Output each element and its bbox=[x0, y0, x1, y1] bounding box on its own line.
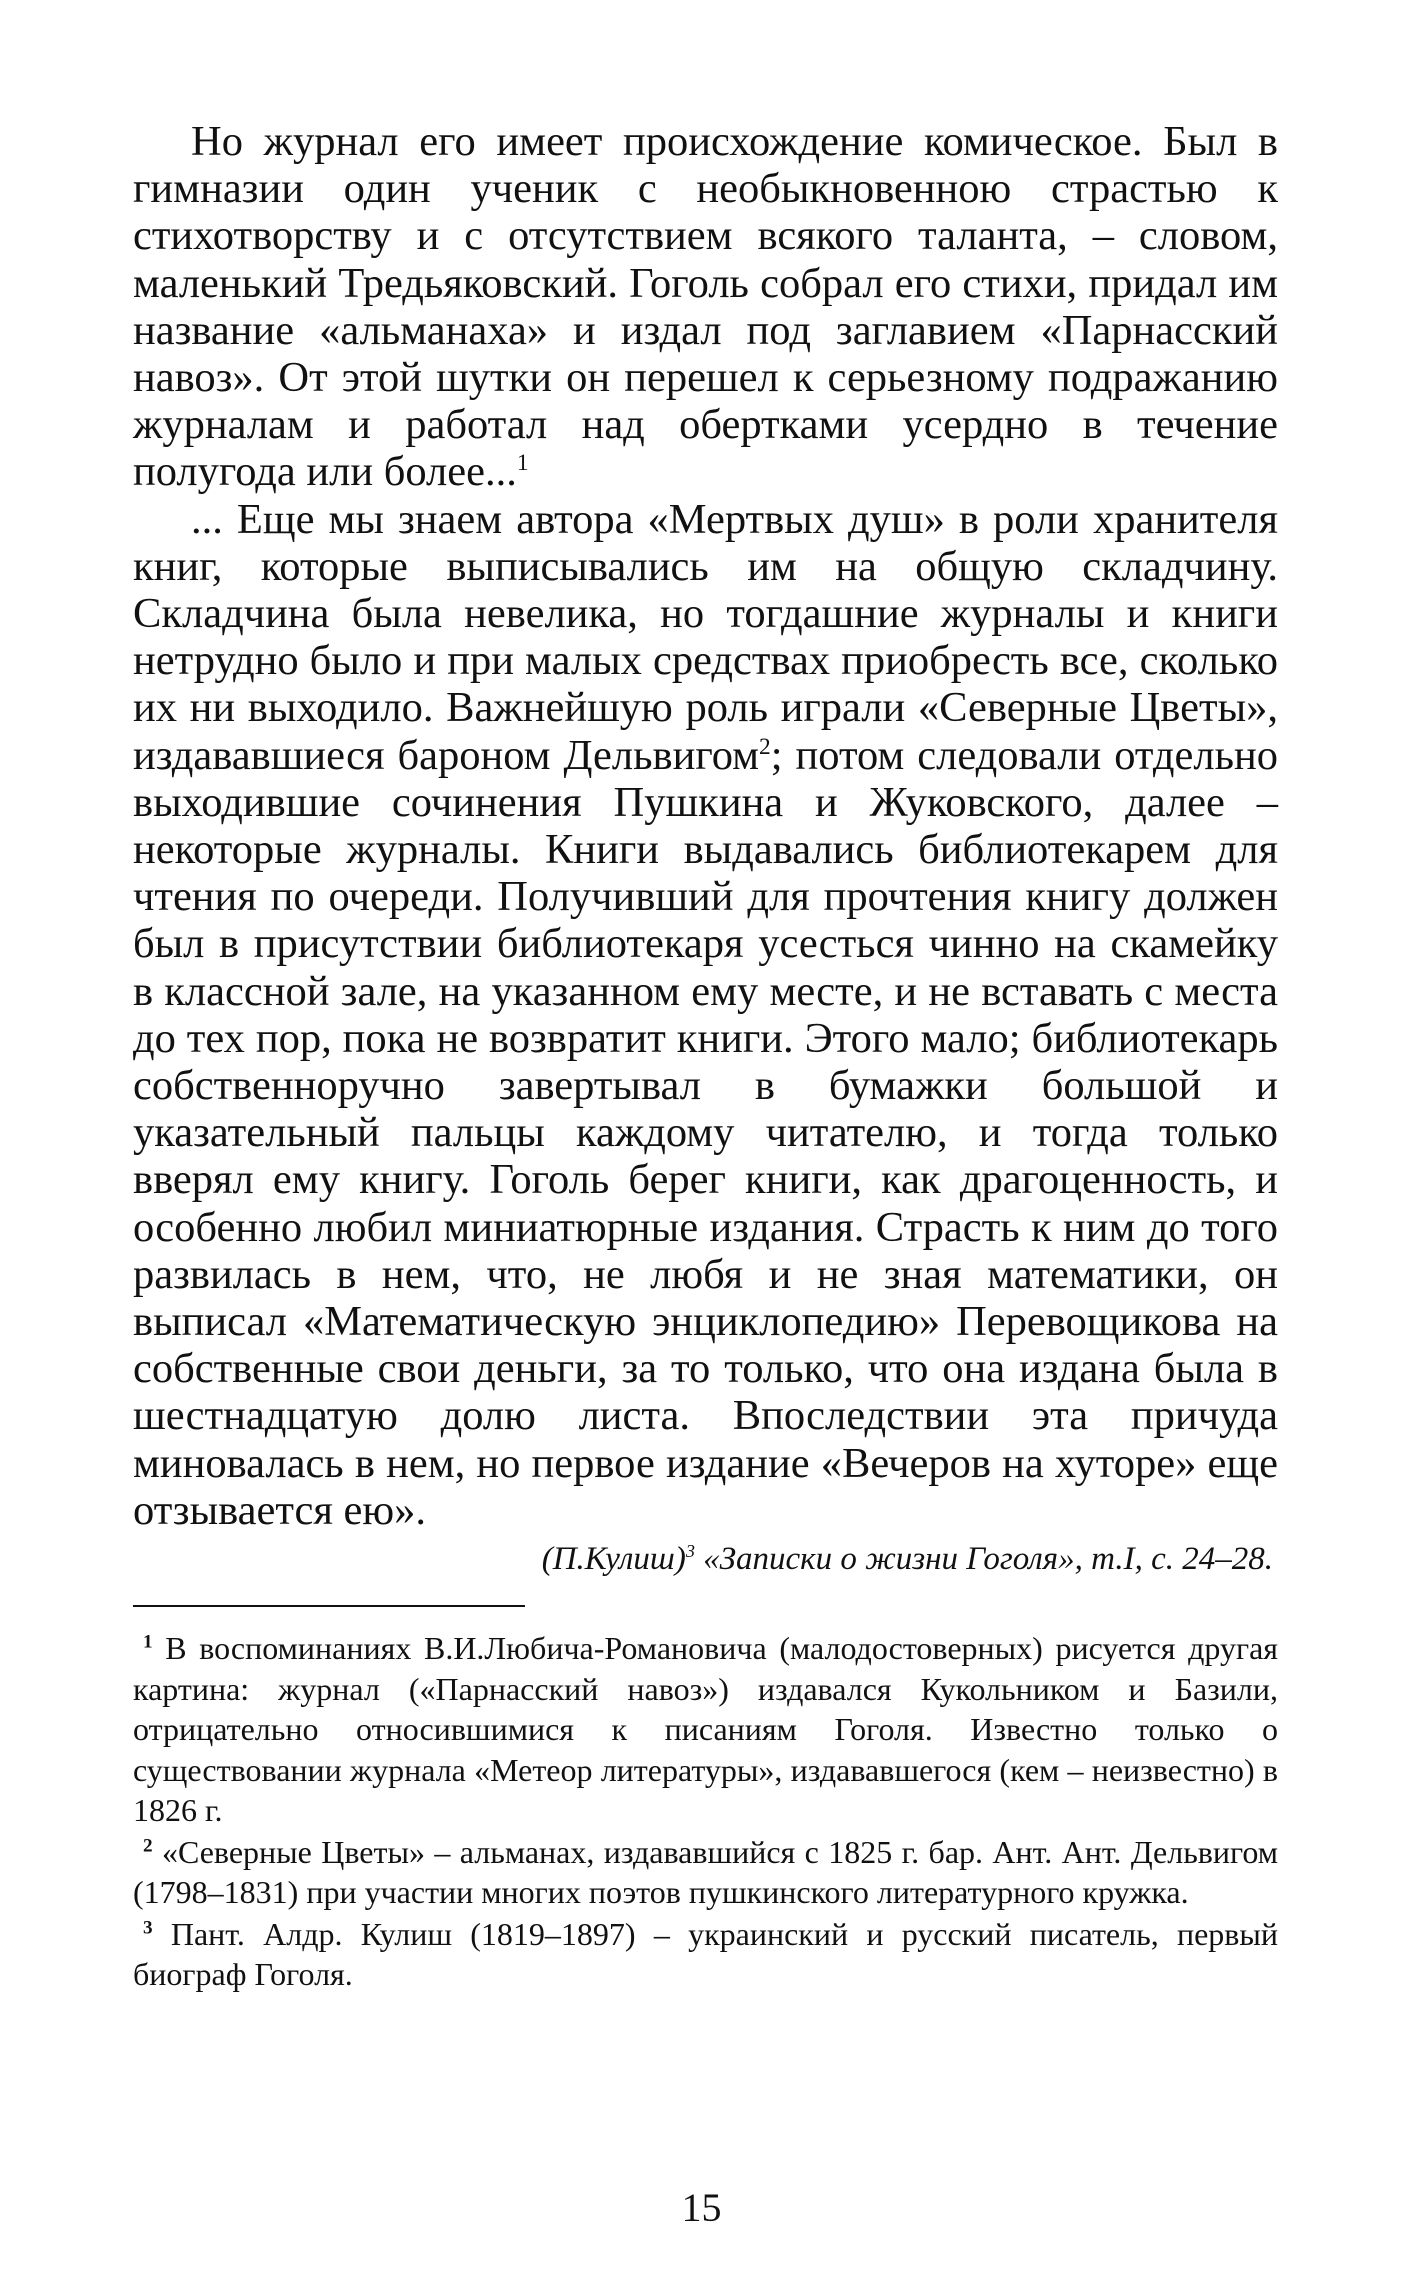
footnote-1 bbox=[133, 1628, 1278, 1831]
footnote-3-number: 3 bbox=[143, 1916, 153, 1938]
paragraph-2-text-b: ; потом следовали отдельно выходившие сочинения Пушкина и Жуковского, далее – некоторые журналы. Книги выдавались библиотекарем для чтения по очереди. Получивший для прочтения книгу должен был в присутствии библиотекаря усесться чинно на скамейку в классной зале, на указанном ему месте, и не вставать с места до тех пор, пока не возвратит книги. Этого мало; библиотекарь собственноручно завертывал в бумажки большой и указательный пальцы каждому читателю, и тогда только вверял ему книгу. Гоголь берег книги, как драгоценность, и особенно любил миниатюрные издания. Страсть к ним до того развилась в нем, что, не любя и не зная математики, он выписал «Математическую энциклопедию» Перевощикова на собственные свои деньги, за то только, что она издана была в шестнадцатую долю листа. Впоследствии эта причуда миновалась в нем, но первое издание «Вечеров на хуторе» еще отзывается ею». bbox=[133, 731, 1278, 1534]
footnote-1-text: В воспоминаниях В.И.Любича-Романовича (малодостоверных) рисуется другая картина: журнал («Парнасский навоз») издавался Кукольником и Базили, отрицательно относившимися к писаниям Гоголя. Известно только о существовании журнала «Метеор литературы», издававшегося (кем – неизвестно) в 1826 г. bbox=[133, 1630, 1279, 1828]
footnote-1-number: 1 bbox=[143, 1631, 153, 1653]
main-text bbox=[133, 118, 1278, 1580]
page-number: 15 bbox=[681, 2185, 722, 2230]
footnote-ref-2: 2 bbox=[759, 733, 771, 760]
footnote-ref-3: 3 bbox=[685, 1541, 695, 1562]
paragraph-1-text: Но журнал его имеет происхождение комическое. Был в гимназии один ученик с необыкновенною страстью к стихотворству и с отсутствием всякого таланта, – словом, маленький Тредьяковский. Гоголь собрал его стихи, придал им название «альманаха» и издал под заглавием «Парнасский навоз». От этой шутки он перешел к серьезному подражанию журналам и работал над обертками усердно в течение полугода или более... bbox=[133, 118, 1278, 496]
footnotes bbox=[133, 1628, 1278, 1996]
paragraph-1 bbox=[133, 118, 1278, 496]
footnote-ref-1: 1 bbox=[516, 450, 529, 477]
citation-source: «Записки о жизни Гоголя», т.I, с. 24–28. bbox=[694, 1541, 1273, 1578]
footnote-3-text: Пант. Алдр. Кулиш (1819–1897) – украинский и русский писатель, первый биограф Гоголя. bbox=[133, 1915, 1279, 1992]
footnote-3 bbox=[133, 1914, 1278, 1995]
citation bbox=[133, 1538, 1273, 1580]
paragraph-2 bbox=[133, 496, 1278, 1534]
citation-author: (П.Кулиш) bbox=[541, 1541, 686, 1578]
footnote-2-number: 2 bbox=[143, 1834, 153, 1856]
paragraph-2-text-a: ... Еще мы знаем автора «Мертвых душ» в роли хранителя книг, которые выписывались им на общую складчину. Складчина была невелика, но тогдашние журналы и книги нетрудно было и при малых средствах приобресть все, сколько их ни выходило. Важнейшую роль играли «Северные Цветы», издававшиеся бароном Дельвигом bbox=[133, 495, 1278, 779]
footnote-2 bbox=[133, 1832, 1278, 1913]
footnote-divider bbox=[133, 1605, 525, 1607]
footnote-2-text: «Северные Цветы» – альманах, издававшийся с 1825 г. бар. Ант. Ант. Дельвигом (1798–1831) при участии многих поэтов пушкинского литературного кружка. bbox=[133, 1833, 1278, 1910]
